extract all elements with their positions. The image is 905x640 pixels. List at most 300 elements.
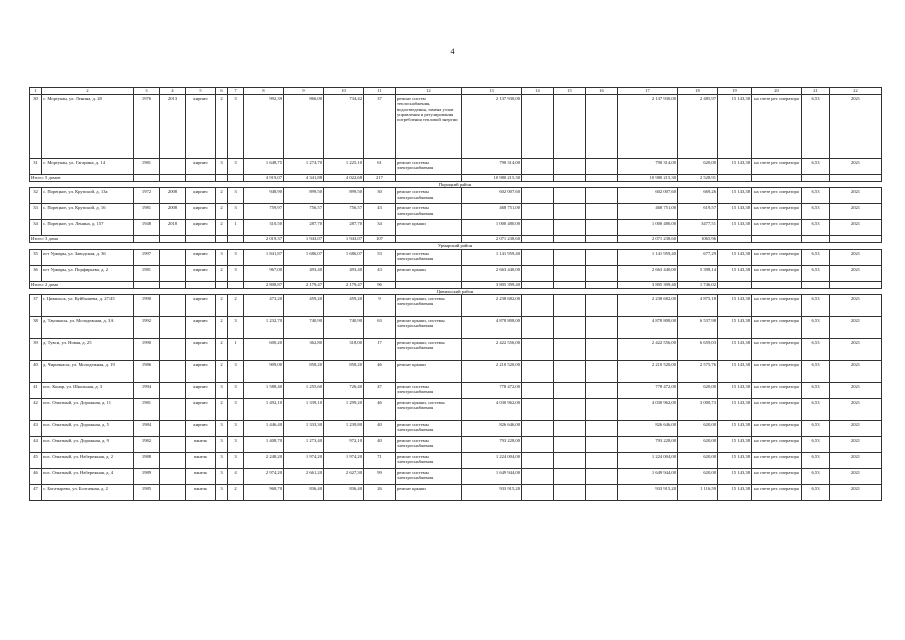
row-cell-res: 63 xyxy=(364,316,396,338)
col-number-9: 9 xyxy=(284,88,324,95)
row-cell-c13: 468 751,00 xyxy=(462,204,522,220)
row-cell-c20: на счете рег. оператора xyxy=(752,398,802,420)
row-cell-col14 xyxy=(522,338,554,360)
row-cell-y1: 1990 xyxy=(134,338,160,360)
row-cell-fl: 2 xyxy=(216,398,228,420)
table-row xyxy=(30,188,882,204)
row-cell-y2: 2008 xyxy=(160,188,186,204)
row-cell-c13: 2 422 556,00 xyxy=(462,338,522,360)
row-cell-c18: 620,00 xyxy=(678,468,718,484)
row-cell-c21: 6,53 xyxy=(802,220,830,236)
row-cell-col16 xyxy=(586,204,618,220)
row-cell-a2: 836,40 xyxy=(284,484,324,500)
row-cell-c21: 6,53 xyxy=(802,95,830,159)
row-cell-c17: 933 915,20 xyxy=(618,484,678,500)
row-cell-work: ремонт системы электроснабжения xyxy=(396,382,462,398)
row-cell-c18: 4 875,18 xyxy=(678,294,718,316)
row-cell-en: 3 xyxy=(228,436,244,452)
row-cell-y1: 1981 xyxy=(134,398,160,420)
total-cell-col15 xyxy=(554,236,586,243)
row-cell-col16 xyxy=(586,249,618,265)
row-cell-col16 xyxy=(586,436,618,452)
row-cell-res: 34 xyxy=(364,220,396,236)
total-cell-c13: 10 980 215,30 xyxy=(462,175,522,182)
row-cell-n: 40 xyxy=(30,360,42,382)
row-cell-col15 xyxy=(554,316,586,338)
row-cell-a2: 1 974,20 xyxy=(284,452,324,468)
row-cell-res: 30 xyxy=(364,188,396,204)
row-cell-mat: кирпич xyxy=(186,294,216,316)
total-cell-a1: 4 919,07 xyxy=(244,175,284,182)
row-cell-c17: 4 878 808,00 xyxy=(618,316,678,338)
table-row xyxy=(30,420,882,436)
row-cell-c18: 6 537,98 xyxy=(678,316,718,338)
row-cell-c17: 1 000 480,00 xyxy=(618,220,678,236)
row-cell-c20: на счете рег. оператора xyxy=(752,420,802,436)
row-cell-col16 xyxy=(586,420,618,436)
col-number-3: 3 xyxy=(134,88,160,95)
row-cell-c19: 15 143,38 xyxy=(718,188,752,204)
row-cell-c20: на счете рег. оператора xyxy=(752,338,802,360)
total-cell-col19 xyxy=(718,236,752,243)
row-cell-col15 xyxy=(554,95,586,159)
row-cell-addr: с. Богатырево, ул. Болгачная, д. 2 xyxy=(42,484,134,500)
row-cell-c17: 602 007,60 xyxy=(618,188,678,204)
row-cell-work: ремонт системы электроснабжения xyxy=(396,188,462,204)
total-row xyxy=(30,175,882,182)
row-cell-a1: 1 588,40 xyxy=(244,382,284,398)
row-cell-a3: 1 239,80 xyxy=(324,420,364,436)
row-cell-res: 47 xyxy=(364,382,396,398)
total-cell-col12 xyxy=(396,236,462,243)
col-number-7: 7 xyxy=(228,88,244,95)
row-cell-c20: на счете рег. оператора xyxy=(752,294,802,316)
row-cell-col15 xyxy=(554,294,586,316)
row-cell-a2: 493,40 xyxy=(284,265,324,281)
total-cell-a3: 2 179,47 xyxy=(324,281,364,288)
table-row xyxy=(30,468,882,484)
row-cell-c21: 6,53 xyxy=(802,360,830,382)
row-cell-res: 40 xyxy=(364,420,396,436)
table-row xyxy=(30,159,882,175)
row-cell-a3: 972,10 xyxy=(324,436,364,452)
row-cell-col14 xyxy=(522,436,554,452)
row-cell-work: ремонт системы электроснабжения xyxy=(396,249,462,265)
row-cell-a1: 992,39 xyxy=(244,95,284,159)
row-cell-a2: 1 333,30 xyxy=(284,420,324,436)
row-cell-a2: 899,50 xyxy=(284,188,324,204)
row-cell-col16 xyxy=(586,294,618,316)
row-cell-c21: 6,53 xyxy=(802,316,830,338)
row-cell-n: 38 xyxy=(30,316,42,338)
total-cell-col20 xyxy=(752,175,802,182)
row-cell-col15 xyxy=(554,159,586,175)
row-cell-c21: 6,53 xyxy=(802,338,830,360)
row-cell-mat: кирпич xyxy=(186,338,216,360)
row-cell-c22: 2021 xyxy=(830,220,882,236)
row-cell-addr: с. Порецкое, ул. Крупской, д. 16 xyxy=(42,204,134,220)
row-cell-c21: 6,53 xyxy=(802,398,830,420)
row-cell-c17: 2 210 520,00 xyxy=(618,360,678,382)
row-cell-c19: 15 143,38 xyxy=(718,468,752,484)
row-cell-n: 35 xyxy=(30,249,42,265)
row-cell-c19: 15 143,38 xyxy=(718,316,752,338)
row-cell-res: 43 xyxy=(364,204,396,220)
row-cell-c17: 2 663 440,00 xyxy=(618,265,678,281)
row-cell-fl: 3 xyxy=(216,468,228,484)
total-cell-col14 xyxy=(522,175,554,182)
row-cell-c19: 15 143,38 xyxy=(718,360,752,382)
row-cell-work: ремонт систем теплоснабжения, водоотведения, замена узлов управления и регулирования потребления тепловой энергии xyxy=(396,95,462,159)
row-cell-n: 44 xyxy=(30,436,42,452)
row-cell-a1: 1 841,87 xyxy=(244,249,284,265)
row-cell-c20: на счете рег. оператора xyxy=(752,484,802,500)
row-cell-addr: д. Таушкасы, ул. Молодежная, д. 3А xyxy=(42,316,134,338)
row-cell-c22: 2021 xyxy=(830,484,882,500)
row-cell-a3: 287,70 xyxy=(324,220,364,236)
row-cell-addr: пос. Опытный, ул. Набережная, д. 4 xyxy=(42,468,134,484)
row-cell-n: 39 xyxy=(30,338,42,360)
row-cell-addr: с. Порецкое, ул. Крупской, д. 13а xyxy=(42,188,134,204)
row-cell-y2: 2018 xyxy=(160,220,186,236)
total-cell-col20 xyxy=(752,236,802,243)
row-cell-mat: кирпич xyxy=(186,265,216,281)
row-cell-work: ремонт системы электроснабжения xyxy=(396,436,462,452)
row-cell-addr: пгт Урмары, ул. Заводская, д. 36 xyxy=(42,249,134,265)
row-cell-c13: 1 000 480,00 xyxy=(462,220,522,236)
row-cell-c20: на счете рег. оператора xyxy=(752,204,802,220)
table-row xyxy=(30,338,882,360)
col-number-21: 21 xyxy=(802,88,830,95)
row-cell-c19: 15 143,38 xyxy=(718,294,752,316)
row-cell-n: 36 xyxy=(30,265,42,281)
row-cell-col15 xyxy=(554,436,586,452)
row-cell-c20: на счете рег. оператора xyxy=(752,95,802,159)
row-cell-c20: на счете рег. оператора xyxy=(752,188,802,204)
row-cell-col14 xyxy=(522,265,554,281)
row-cell-col15 xyxy=(554,420,586,436)
row-cell-work: ремонт крыши, системы электроснабжения xyxy=(396,316,462,338)
row-cell-col14 xyxy=(522,294,554,316)
row-cell-y1: 1982 xyxy=(134,436,160,452)
row-cell-res: 43 xyxy=(364,265,396,281)
row-cell-a3: 756,57 xyxy=(324,204,364,220)
total-label: Итого: 5 домов xyxy=(30,175,134,182)
total-cell-col22 xyxy=(830,281,882,288)
row-cell-a2: 362,80 xyxy=(284,338,324,360)
row-cell-col14 xyxy=(522,420,554,436)
row-cell-mat: панель xyxy=(186,452,216,468)
row-cell-a2: 459,20 xyxy=(284,294,324,316)
row-cell-c13: 4 030 962,00 xyxy=(462,398,522,420)
row-cell-c21: 6,53 xyxy=(802,188,830,204)
row-cell-c20: на счете рег. оператора xyxy=(752,249,802,265)
row-cell-c13: 1 649 944,00 xyxy=(462,468,522,484)
total-cell-col3 xyxy=(134,175,160,182)
row-cell-addr: с. Порецкое, ул. Ленина, д. 157 xyxy=(42,220,134,236)
row-cell-c18: 677,29 xyxy=(678,249,718,265)
col-number-15: 15 xyxy=(554,88,586,95)
row-cell-fl: 2 xyxy=(216,316,228,338)
row-cell-n: 33 xyxy=(30,204,42,220)
row-cell-c19: 15 143,38 xyxy=(718,159,752,175)
row-cell-y1: 1981 xyxy=(134,204,160,220)
row-cell-y2 xyxy=(160,360,186,382)
row-cell-a2: 1 273,40 xyxy=(284,436,324,452)
row-cell-col14 xyxy=(522,316,554,338)
row-cell-n: 37 xyxy=(30,294,42,316)
row-cell-c20: на счете рег. оператора xyxy=(752,452,802,468)
row-cell-c22: 2021 xyxy=(830,265,882,281)
row-cell-c18: 620,00 xyxy=(678,452,718,468)
district-name: Цивильский район xyxy=(30,288,882,294)
row-cell-work: ремонт крыши xyxy=(396,220,462,236)
row-cell-y1: 1976 xyxy=(134,95,160,159)
row-cell-col15 xyxy=(554,382,586,398)
row-cell-c20: на счете рег. оператора xyxy=(752,436,802,452)
row-cell-n: 30 xyxy=(30,95,42,159)
row-cell-c13: 778 472,00 xyxy=(462,382,522,398)
row-cell-col15 xyxy=(554,468,586,484)
row-cell-res: 61 xyxy=(364,159,396,175)
total-cell-c18: 1065,96 xyxy=(678,236,718,243)
row-cell-fl: 3 xyxy=(216,159,228,175)
row-cell-c18: 2 485,97 xyxy=(678,95,718,159)
row-cell-n: 47 xyxy=(30,484,42,500)
row-cell-res: 37 xyxy=(364,95,396,159)
row-cell-c17: 1 224 004,00 xyxy=(618,452,678,468)
row-cell-col14 xyxy=(522,95,554,159)
row-cell-addr: пос. Опытный, ул. Набережная, д. 2 xyxy=(42,452,134,468)
row-cell-col16 xyxy=(586,452,618,468)
row-cell-col15 xyxy=(554,452,586,468)
row-cell-c22: 2021 xyxy=(830,468,882,484)
total-cell-c13: 2 071 238,60 xyxy=(462,236,522,243)
row-cell-en: 3 xyxy=(228,360,244,382)
row-cell-a3: 1 686,07 xyxy=(324,249,364,265)
total-cell-col22 xyxy=(830,236,882,243)
row-cell-c17: 1 141 959,40 xyxy=(618,249,678,265)
row-cell-a3: 318,00 xyxy=(324,338,364,360)
row-cell-col16 xyxy=(586,220,618,236)
row-cell-c22: 2021 xyxy=(830,420,882,436)
total-row xyxy=(30,236,882,243)
row-cell-a1: 968,70 xyxy=(244,484,284,500)
row-cell-y2 xyxy=(160,484,186,500)
row-cell-mat: кирпич xyxy=(186,382,216,398)
row-cell-c17: 468 751,00 xyxy=(618,204,678,220)
row-cell-c13: 1 224 004,00 xyxy=(462,452,522,468)
row-cell-c17: 790 314,00 xyxy=(618,159,678,175)
row-cell-col14 xyxy=(522,360,554,382)
row-cell-y2 xyxy=(160,316,186,338)
row-cell-mat: кирпич xyxy=(186,398,216,420)
row-cell-c17: 826 646,00 xyxy=(618,420,678,436)
table-row xyxy=(30,294,882,316)
row-cell-n: 41 xyxy=(30,382,42,398)
total-cell-col20 xyxy=(752,281,802,288)
row-cell-c17: 4 030 962,00 xyxy=(618,398,678,420)
row-cell-mat: панель xyxy=(186,468,216,484)
row-cell-y1: 1972 xyxy=(134,188,160,204)
row-cell-en: 3 xyxy=(228,188,244,204)
row-cell-fl: 3 xyxy=(216,382,228,398)
row-cell-a1: 310,50 xyxy=(244,220,284,236)
total-cell-col16 xyxy=(586,175,618,182)
row-cell-c22: 2021 xyxy=(830,294,882,316)
row-cell-res: 46 xyxy=(364,398,396,420)
col-number-5: 5 xyxy=(186,88,216,95)
row-cell-c22: 2021 xyxy=(830,204,882,220)
row-cell-mat: кирпич xyxy=(186,316,216,338)
row-cell-addr: д. Тувси, ул. Новая, д. 25 xyxy=(42,338,134,360)
total-cell-col16 xyxy=(586,281,618,288)
row-cell-c17: 1 649 944,00 xyxy=(618,468,678,484)
total-cell-c13: 3 805 399,40 xyxy=(462,281,522,288)
row-cell-n: 43 xyxy=(30,420,42,436)
total-cell-col6 xyxy=(216,175,228,182)
row-cell-y2 xyxy=(160,468,186,484)
row-cell-a3: 1 225,10 xyxy=(324,159,364,175)
row-cell-c19: 15 143,38 xyxy=(718,95,752,159)
total-cell-col14 xyxy=(522,281,554,288)
row-cell-c18: 3 000,73 xyxy=(678,398,718,420)
total-cell-c17: 2 071 238,60 xyxy=(618,236,678,243)
row-cell-a1: 759,97 xyxy=(244,204,284,220)
total-cell-res: 107 xyxy=(364,236,396,243)
row-cell-a2: 1 274,70 xyxy=(284,159,324,175)
total-cell-c17: 10 980 215,30 xyxy=(618,175,678,182)
row-cell-y1: 1985 xyxy=(134,484,160,500)
table-row xyxy=(30,204,882,220)
table-row xyxy=(30,220,882,236)
row-cell-c13: 4 878 808,00 xyxy=(462,316,522,338)
total-cell-a3: 1 943,07 xyxy=(324,236,364,243)
row-cell-col16 xyxy=(586,360,618,382)
row-cell-c18: 1 116,59 xyxy=(678,484,718,500)
total-cell-res: 217 xyxy=(364,175,396,182)
row-cell-y1: 1986 xyxy=(134,360,160,382)
row-cell-fl: 2 xyxy=(216,265,228,281)
row-cell-c20: на счете рег. оператора xyxy=(752,316,802,338)
row-cell-col16 xyxy=(586,398,618,420)
total-cell-c17: 3 805 399,40 xyxy=(618,281,678,288)
row-cell-c19: 15 143,38 xyxy=(718,249,752,265)
row-cell-fl: 3 xyxy=(216,420,228,436)
row-cell-c18: 620,00 xyxy=(678,420,718,436)
row-cell-c21: 6,53 xyxy=(802,452,830,468)
table-body xyxy=(30,88,882,501)
col-number-4: 4 xyxy=(160,88,186,95)
row-cell-c19: 15 143,38 xyxy=(718,398,752,420)
row-cell-en: 3 xyxy=(228,420,244,436)
row-cell-c19: 15 143,38 xyxy=(718,204,752,220)
col-number-20: 20 xyxy=(752,88,802,95)
row-cell-a2: 858,20 xyxy=(284,360,324,382)
row-cell-mat: кирпич xyxy=(186,220,216,236)
row-cell-mat: кирпич xyxy=(186,95,216,159)
district-name: Урмарский район xyxy=(30,243,882,249)
total-cell-col5 xyxy=(186,175,216,182)
row-cell-mat: панель xyxy=(186,484,216,500)
row-cell-c22: 2021 xyxy=(830,382,882,398)
table-row xyxy=(30,382,882,398)
row-cell-en: 1 xyxy=(228,220,244,236)
row-cell-a1: 600,20 xyxy=(244,338,284,360)
row-cell-c21: 6,53 xyxy=(802,468,830,484)
row-cell-c19: 15 143,38 xyxy=(718,452,752,468)
row-cell-work: ремонт системы электроснабжения xyxy=(396,452,462,468)
total-cell-a1: 2 019,37 xyxy=(244,236,284,243)
row-cell-c18: 620,00 xyxy=(678,382,718,398)
row-cell-c18: 5 398,14 xyxy=(678,265,718,281)
row-cell-c21: 6,53 xyxy=(802,265,830,281)
table-row xyxy=(30,265,882,281)
page-number: 4 xyxy=(450,47,455,56)
row-cell-col15 xyxy=(554,398,586,420)
col-number-8: 8 xyxy=(244,88,284,95)
total-label: Итого: 2 дома xyxy=(30,281,134,288)
row-cell-res: 99 xyxy=(364,468,396,484)
row-cell-c21: 6,53 xyxy=(802,484,830,500)
row-cell-c18: 2 575,76 xyxy=(678,360,718,382)
row-cell-c19: 15 143,38 xyxy=(718,265,752,281)
col-number-14: 14 xyxy=(522,88,554,95)
row-cell-col14 xyxy=(522,220,554,236)
total-cell-col15 xyxy=(554,175,586,182)
row-cell-col14 xyxy=(522,188,554,204)
col-number-17: 17 xyxy=(618,88,678,95)
row-cell-work: ремонт крыши xyxy=(396,265,462,281)
total-cell-col4 xyxy=(160,281,186,288)
table-row xyxy=(30,484,882,500)
row-cell-en: 3 xyxy=(228,159,244,175)
row-cell-a1: 2 248,20 xyxy=(244,452,284,468)
total-cell-col21 xyxy=(802,175,830,182)
row-cell-col14 xyxy=(522,204,554,220)
row-cell-c17: 2 137 930,00 xyxy=(618,95,678,159)
row-cell-col14 xyxy=(522,249,554,265)
row-cell-mat: кирпич xyxy=(186,204,216,220)
row-cell-c22: 2021 xyxy=(830,398,882,420)
row-cell-mat: кирпич xyxy=(186,420,216,436)
row-cell-y1: 1997 xyxy=(134,249,160,265)
row-cell-a1: 1 648,75 xyxy=(244,159,284,175)
row-cell-y2: 2008 xyxy=(160,204,186,220)
total-cell-a1: 2 808,87 xyxy=(244,281,284,288)
total-cell-c18: 2 528,91 xyxy=(678,175,718,182)
row-cell-y2 xyxy=(160,249,186,265)
table-row xyxy=(30,95,882,159)
row-cell-col16 xyxy=(586,382,618,398)
row-cell-mat: панель xyxy=(186,436,216,452)
row-cell-c20: на счете рег. оператора xyxy=(752,220,802,236)
housing-repair-table xyxy=(29,87,882,501)
total-cell-col19 xyxy=(718,175,752,182)
row-cell-work: ремонт системы электроснабжения xyxy=(396,468,462,484)
row-cell-c13: 790 314,00 xyxy=(462,159,522,175)
total-cell-a2: 2 179,47 xyxy=(284,281,324,288)
row-cell-work: ремонт крыши xyxy=(396,360,462,382)
total-cell-col4 xyxy=(160,236,186,243)
row-cell-c20: на счете рег. оператора xyxy=(752,159,802,175)
row-cell-en: 3 xyxy=(228,316,244,338)
total-cell-col5 xyxy=(186,236,216,243)
table-row xyxy=(30,316,882,338)
row-cell-c13: 933 915,20 xyxy=(462,484,522,500)
row-cell-c18: 669,26 xyxy=(678,188,718,204)
row-cell-col15 xyxy=(554,204,586,220)
